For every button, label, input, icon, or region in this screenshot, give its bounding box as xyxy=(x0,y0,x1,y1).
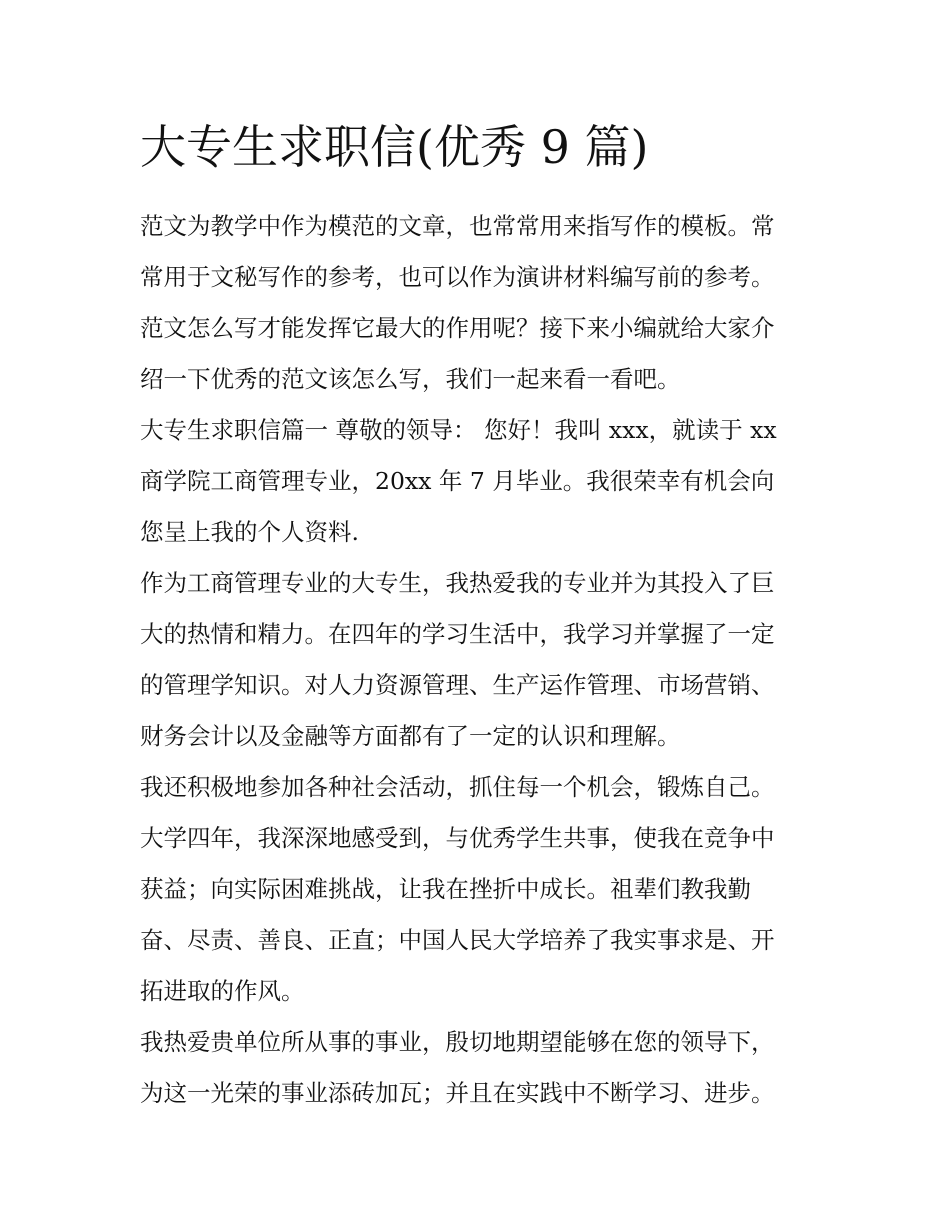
text-line: 我还积极地参加各种社会活动，抓住每一个机会，锻炼自己。 xyxy=(140,773,775,801)
text-line: 的管理学知识。对人力资源管理、生产运作管理、市场营销、 xyxy=(140,671,775,699)
text-line: 为这一光荣的事业添砖加瓦；并且在实践中不断学习、进步。 xyxy=(140,1079,775,1107)
text-line: 我热爱贵单位所从事的事业，殷切地期望能够在您的领导下， xyxy=(140,1028,775,1056)
text-line: 商学院工商管理专业，20xx 年 7 月毕业。我很荣幸有机会向 xyxy=(140,467,775,495)
text-line: 拓进取的作风。 xyxy=(140,977,305,1005)
text-line: 大学四年，我深深地感受到，与优秀学生共事，使我在竞争中 xyxy=(140,824,775,852)
text-line: 常用于文秘写作的参考，也可以作为演讲材料编写前的参考。 xyxy=(140,263,775,291)
text-line: 范文为教学中作为模范的文章，也常常用来指写作的模板。常 xyxy=(140,212,775,240)
text-line: 大专生求职信篇一 尊敬的领导： 您好！我叫 xxx，就读于 xx xyxy=(140,416,777,444)
text-line: 范文怎么写才能发挥它最大的作用呢？接下来小编就给大家介 xyxy=(140,314,775,342)
document-title: 大专生求职信(优秀 9 篇) xyxy=(140,120,649,174)
text-line: 作为工商管理专业的大专生，我热爱我的专业并为其投入了巨 xyxy=(140,569,775,597)
text-line: 财务会计以及金融等方面都有了一定的认识和理解。 xyxy=(140,722,681,750)
text-line: 您呈上我的个人资料. xyxy=(140,518,359,546)
text-line: 绍一下优秀的范文该怎么写，我们一起来看一看吧。 xyxy=(140,365,681,393)
text-line: 获益；向实际困难挑战，让我在挫折中成长。祖辈们教我勤 xyxy=(140,875,751,903)
text-line: 奋、尽责、善良、正直；中国人民大学培养了我实事求是、开 xyxy=(140,926,775,954)
text-line: 大的热情和精力。在四年的学习生活中，我学习并掌握了一定 xyxy=(140,620,775,648)
document-body xyxy=(140,201,820,1119)
